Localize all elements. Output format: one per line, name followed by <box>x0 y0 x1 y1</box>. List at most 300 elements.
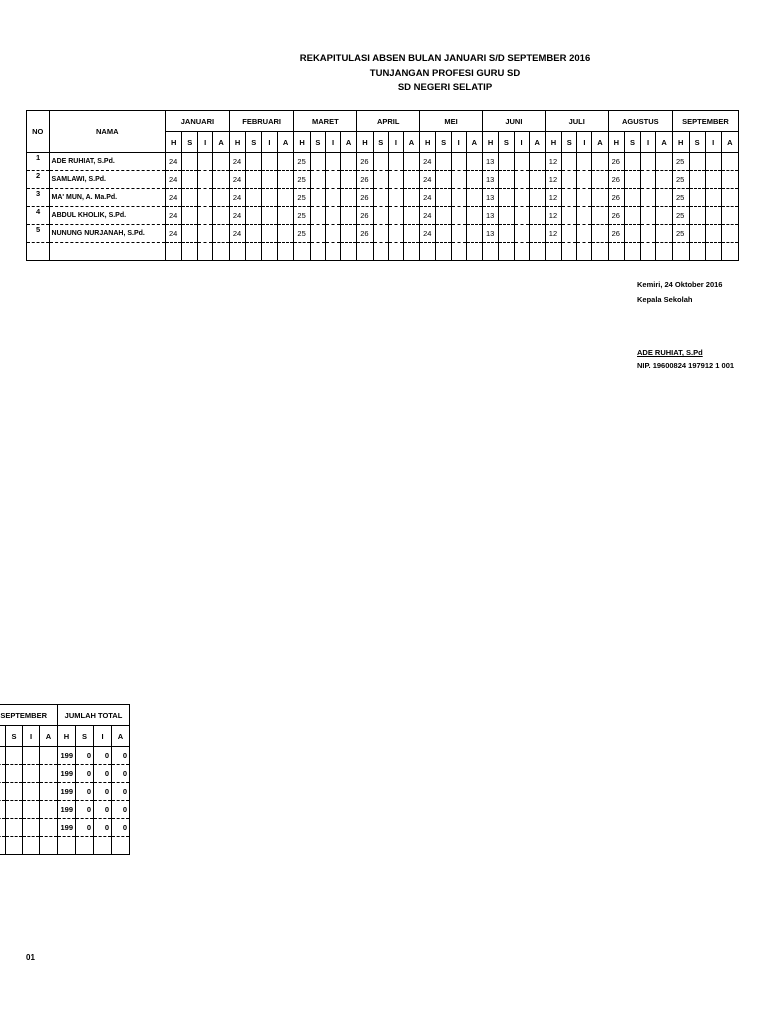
code-header: H <box>357 132 373 153</box>
empty-cell <box>420 243 436 261</box>
present-count: 25 <box>672 207 689 225</box>
empty-cell <box>403 243 419 261</box>
present-count: 24 <box>229 153 246 171</box>
empty-cell <box>40 819 58 837</box>
empty-cell <box>6 837 23 855</box>
empty-cell <box>562 171 577 189</box>
total-value: 0 <box>76 819 94 837</box>
present-count: 12 <box>545 153 561 171</box>
total-value: 199 <box>58 819 76 837</box>
table-row <box>27 207 739 225</box>
empty-cell <box>277 189 294 207</box>
empty-cell <box>388 207 403 225</box>
empty-cell <box>514 207 529 225</box>
code-header: I <box>640 132 655 153</box>
row-number: 4 <box>27 207 50 225</box>
total-value: 0 <box>94 819 112 837</box>
present-count: 24 <box>166 171 182 189</box>
empty-cell <box>403 153 419 171</box>
empty-cell <box>6 819 23 837</box>
empty-cell <box>689 189 705 207</box>
empty-cell <box>310 189 325 207</box>
empty-cell <box>341 171 357 189</box>
empty-cell <box>625 153 641 171</box>
present-count: 12 <box>545 207 561 225</box>
empty-cell <box>451 225 466 243</box>
code-header: S <box>246 132 262 153</box>
empty-cell <box>689 243 705 261</box>
empty-cell <box>326 171 341 189</box>
code-header: S <box>562 132 577 153</box>
empty-cell <box>357 243 373 261</box>
total-value: 0 <box>76 783 94 801</box>
empty-cell <box>94 837 112 855</box>
title-line-3: SD NEGERI SELATIP <box>397 82 493 93</box>
empty-cell <box>198 189 213 207</box>
table-row <box>27 153 739 171</box>
empty-cell <box>198 225 213 243</box>
code-header: A <box>277 132 294 153</box>
table-row <box>27 171 739 189</box>
empty-cell <box>310 243 325 261</box>
code-header: I <box>94 726 112 747</box>
empty-cell <box>436 171 451 189</box>
empty-cell <box>625 225 641 243</box>
code-header: S <box>689 132 705 153</box>
empty-cell <box>262 225 278 243</box>
code-header: I <box>451 132 466 153</box>
empty-cell <box>577 207 592 225</box>
total-value: 0 <box>76 765 94 783</box>
month-header: AGUSTUS <box>608 111 672 132</box>
code-header: I <box>262 132 278 153</box>
empty-cell <box>403 189 419 207</box>
summary-row <box>0 783 130 801</box>
empty-cell <box>705 153 721 171</box>
empty-cell <box>213 171 230 189</box>
present-count: 12 <box>545 171 561 189</box>
present-count: 25 <box>294 207 310 225</box>
summary-row <box>0 747 130 765</box>
empty-cell <box>388 153 403 171</box>
empty-cell <box>562 207 577 225</box>
total-value: 199 <box>58 801 76 819</box>
present-count: 26 <box>357 153 373 171</box>
code-header: H <box>420 132 436 153</box>
name-header: NAMA <box>49 111 165 153</box>
code-header: H <box>166 132 182 153</box>
empty-cell <box>23 765 40 783</box>
empty-cell <box>592 225 608 243</box>
table-row <box>27 225 739 243</box>
row-number: 3 <box>27 189 50 207</box>
empty-cell <box>373 189 388 207</box>
summary-code-row <box>0 726 130 747</box>
row-number: 5 <box>27 225 50 243</box>
present-count: 26 <box>357 207 373 225</box>
teacher-name: MA' MUN, A. Ma.Pd. <box>49 189 165 207</box>
empty-cell <box>213 189 230 207</box>
empty-cell <box>721 225 738 243</box>
empty-cell <box>705 189 721 207</box>
empty-cell <box>499 225 514 243</box>
no-header: NO <box>27 111 50 153</box>
empty-cell <box>656 189 673 207</box>
present-count: 24 <box>420 171 436 189</box>
code-header: S <box>182 132 198 153</box>
empty-cell <box>577 225 592 243</box>
empty-cell <box>640 207 655 225</box>
empty-cell <box>112 837 130 855</box>
empty-cell <box>341 243 357 261</box>
month-header: APRIL <box>357 111 420 132</box>
present-count: 24 <box>420 189 436 207</box>
empty-cell <box>640 171 655 189</box>
empty-cell <box>246 171 262 189</box>
empty-cell <box>341 153 357 171</box>
empty-cell <box>213 153 230 171</box>
empty-cell <box>277 171 294 189</box>
empty-cell <box>656 207 673 225</box>
empty-cell <box>436 207 451 225</box>
code-header: I <box>198 132 213 153</box>
signature-nip: NIP. 19600824 197912 1 001 <box>637 361 735 370</box>
empty-cell <box>403 225 419 243</box>
empty-cell <box>246 189 262 207</box>
empty-cell <box>625 243 641 261</box>
code-header: I <box>388 132 403 153</box>
row-number: 1 <box>27 153 50 171</box>
summary-header-row <box>0 705 130 726</box>
empty-cell <box>182 243 198 261</box>
empty-cell <box>529 207 545 225</box>
empty-cell <box>451 189 466 207</box>
empty-cell <box>592 207 608 225</box>
total-value: 0 <box>112 801 130 819</box>
month-header: JULI <box>545 111 608 132</box>
empty-cell <box>277 207 294 225</box>
empty-cell <box>577 243 592 261</box>
empty-cell <box>721 171 738 189</box>
empty-cell <box>23 747 40 765</box>
empty-cell <box>27 243 50 261</box>
total-value: 0 <box>94 747 112 765</box>
empty-cell <box>198 171 213 189</box>
code-header: H <box>672 132 689 153</box>
empty-cell <box>656 171 673 189</box>
month-header: JANUARI <box>166 111 230 132</box>
empty-cell <box>182 171 198 189</box>
empty-cell <box>6 801 23 819</box>
total-value: 0 <box>76 747 94 765</box>
code-header: I <box>326 132 341 153</box>
empty-cell <box>294 243 310 261</box>
teacher-name: ADE RUHIAT, S.Pd. <box>49 153 165 171</box>
empty-cell <box>466 171 482 189</box>
empty-cell <box>341 189 357 207</box>
code-header: H <box>58 726 76 747</box>
month-header: JUNI <box>482 111 545 132</box>
empty-cell <box>499 189 514 207</box>
code-header: A <box>529 132 545 153</box>
empty-cell <box>656 243 673 261</box>
present-count: 25 <box>294 171 310 189</box>
empty-cell <box>562 225 577 243</box>
teacher-name: SAMLAWI, S.Pd. <box>49 171 165 189</box>
empty-cell <box>514 171 529 189</box>
empty-cell <box>76 837 94 855</box>
total-value: 0 <box>94 765 112 783</box>
empty-cell <box>625 207 641 225</box>
present-count: 26 <box>608 153 624 171</box>
empty-cell <box>721 153 738 171</box>
empty-cell <box>23 837 40 855</box>
code-header: A <box>341 132 357 153</box>
total-value: 0 <box>112 783 130 801</box>
present-count: 26 <box>357 171 373 189</box>
empty-cell <box>388 171 403 189</box>
attendance-table-clip <box>0 0 739 300</box>
empty-cell <box>277 153 294 171</box>
empty-cell <box>592 189 608 207</box>
present-count: 26 <box>608 189 624 207</box>
teacher-name: ABDUL KHOLIK, S.Pd. <box>49 207 165 225</box>
empty-cell <box>23 783 40 801</box>
empty-cell <box>625 189 641 207</box>
empty-cell <box>373 171 388 189</box>
empty-cell <box>213 225 230 243</box>
empty-cell <box>721 207 738 225</box>
empty-cell <box>562 189 577 207</box>
total-value: 199 <box>58 765 76 783</box>
empty-cell <box>466 207 482 225</box>
code-header: A <box>403 132 419 153</box>
present-count: 25 <box>672 153 689 171</box>
empty-cell <box>499 207 514 225</box>
summary-row-empty <box>0 837 130 855</box>
empty-cell <box>246 225 262 243</box>
empty-cell <box>705 243 721 261</box>
empty-cell <box>373 207 388 225</box>
empty-cell <box>721 243 738 261</box>
empty-cell <box>689 153 705 171</box>
code-header: S <box>499 132 514 153</box>
code-header: I <box>577 132 592 153</box>
empty-cell <box>198 243 213 261</box>
empty-cell <box>592 171 608 189</box>
present-count: 24 <box>420 207 436 225</box>
empty-cell <box>705 225 721 243</box>
code-header: S <box>6 726 23 747</box>
signature-place-date: Kemiri, 24 Oktober 2016 <box>637 280 723 289</box>
present-count: 25 <box>672 225 689 243</box>
empty-cell <box>640 153 655 171</box>
empty-cell <box>529 153 545 171</box>
signature-name: ADE RUHIAT, S.Pd <box>637 348 703 357</box>
attendance-table <box>26 110 739 261</box>
empty-cell <box>373 153 388 171</box>
empty-cell <box>451 171 466 189</box>
present-count: 25 <box>294 225 310 243</box>
empty-cell <box>656 153 673 171</box>
code-header: A <box>721 132 738 153</box>
empty-cell <box>577 189 592 207</box>
title-line-2: TUNJANGAN PROFESI GURU SD <box>369 67 521 79</box>
empty-cell <box>373 225 388 243</box>
total-header: JUMLAH TOTAL <box>58 705 130 726</box>
code-header: A <box>656 132 673 153</box>
empty-cell <box>49 243 165 261</box>
code-header: H <box>482 132 498 153</box>
total-value: 199 <box>58 747 76 765</box>
empty-cell <box>705 171 721 189</box>
month-header: MEI <box>420 111 483 132</box>
empty-cell <box>23 819 40 837</box>
empty-cell <box>514 189 529 207</box>
code-header: I <box>23 726 40 747</box>
present-count: 25 <box>672 171 689 189</box>
empty-cell <box>721 189 738 207</box>
empty-cell <box>577 171 592 189</box>
empty-cell <box>640 189 655 207</box>
empty-cell <box>608 243 624 261</box>
present-count: 12 <box>545 225 561 243</box>
empty-cell <box>40 801 58 819</box>
empty-cell <box>466 189 482 207</box>
present-count: 12 <box>545 189 561 207</box>
present-count: 26 <box>608 225 624 243</box>
empty-cell <box>262 207 278 225</box>
empty-cell <box>40 765 58 783</box>
empty-cell <box>466 225 482 243</box>
empty-cell <box>326 225 341 243</box>
present-count: 24 <box>420 225 436 243</box>
code-header: S <box>436 132 451 153</box>
empty-cell <box>341 207 357 225</box>
code-header: A <box>466 132 482 153</box>
empty-cell <box>529 243 545 261</box>
present-count: 25 <box>294 153 310 171</box>
code-header: H <box>229 132 246 153</box>
empty-cell <box>403 207 419 225</box>
empty-cell <box>246 153 262 171</box>
present-count: 24 <box>166 207 182 225</box>
present-count: 26 <box>608 207 624 225</box>
present-count: 26 <box>357 189 373 207</box>
empty-cell <box>262 189 278 207</box>
total-value: 0 <box>94 801 112 819</box>
code-header: H <box>608 132 624 153</box>
code-header: H <box>294 132 310 153</box>
empty-cell <box>388 225 403 243</box>
code-header: A <box>213 132 230 153</box>
month-header: SEPTEMBER <box>672 111 738 132</box>
code-header: A <box>40 726 58 747</box>
empty-cell <box>262 171 278 189</box>
present-count: 13 <box>482 207 498 225</box>
empty-cell <box>40 783 58 801</box>
empty-cell <box>451 153 466 171</box>
empty-cell <box>310 225 325 243</box>
empty-cell <box>341 225 357 243</box>
empty-cell <box>640 243 655 261</box>
empty-cell <box>592 153 608 171</box>
code-header: I <box>514 132 529 153</box>
empty-cell <box>246 243 262 261</box>
empty-cell <box>514 243 529 261</box>
empty-cell <box>388 243 403 261</box>
empty-cell <box>529 171 545 189</box>
present-count: 25 <box>294 189 310 207</box>
empty-cell <box>436 153 451 171</box>
empty-cell <box>6 783 23 801</box>
empty-cell <box>529 225 545 243</box>
present-count: 26 <box>357 225 373 243</box>
empty-cell <box>182 207 198 225</box>
empty-cell <box>166 243 182 261</box>
code-header: I <box>705 132 721 153</box>
empty-cell <box>388 189 403 207</box>
empty-cell <box>640 225 655 243</box>
code-header: S <box>310 132 325 153</box>
empty-cell <box>482 243 498 261</box>
signature-position: Kepala Sekolah <box>637 295 693 304</box>
empty-cell <box>436 225 451 243</box>
empty-cell <box>451 243 466 261</box>
present-count: 24 <box>229 189 246 207</box>
empty-cell <box>592 243 608 261</box>
month-header: FEBRUARI <box>229 111 294 132</box>
code-header: H <box>545 132 561 153</box>
present-count: 24 <box>229 171 246 189</box>
empty-cell <box>198 207 213 225</box>
total-value: 199 <box>58 783 76 801</box>
empty-cell <box>40 837 58 855</box>
empty-cell <box>451 207 466 225</box>
empty-cell <box>246 207 262 225</box>
empty-cell <box>436 189 451 207</box>
empty-cell <box>6 765 23 783</box>
month-header: MARET <box>294 111 357 132</box>
present-count: 13 <box>482 153 498 171</box>
summary-row <box>0 819 130 837</box>
present-count: 24 <box>166 225 182 243</box>
present-count: 13 <box>482 171 498 189</box>
empty-cell <box>277 225 294 243</box>
empty-cell <box>326 153 341 171</box>
empty-cell <box>6 747 23 765</box>
summary-table <box>0 704 130 855</box>
code-header: A <box>592 132 608 153</box>
empty-cell <box>466 153 482 171</box>
empty-cell <box>672 243 689 261</box>
empty-cell <box>40 747 58 765</box>
empty-cell <box>229 243 246 261</box>
empty-cell <box>326 243 341 261</box>
empty-cell <box>562 243 577 261</box>
present-count: 24 <box>420 153 436 171</box>
empty-cell <box>198 153 213 171</box>
empty-cell <box>514 225 529 243</box>
empty-cell <box>213 207 230 225</box>
empty-cell <box>689 207 705 225</box>
present-count: 24 <box>229 207 246 225</box>
empty-cell <box>466 243 482 261</box>
row-number: 2 <box>27 171 50 189</box>
empty-cell <box>58 837 76 855</box>
present-count: 13 <box>482 189 498 207</box>
empty-cell <box>689 171 705 189</box>
